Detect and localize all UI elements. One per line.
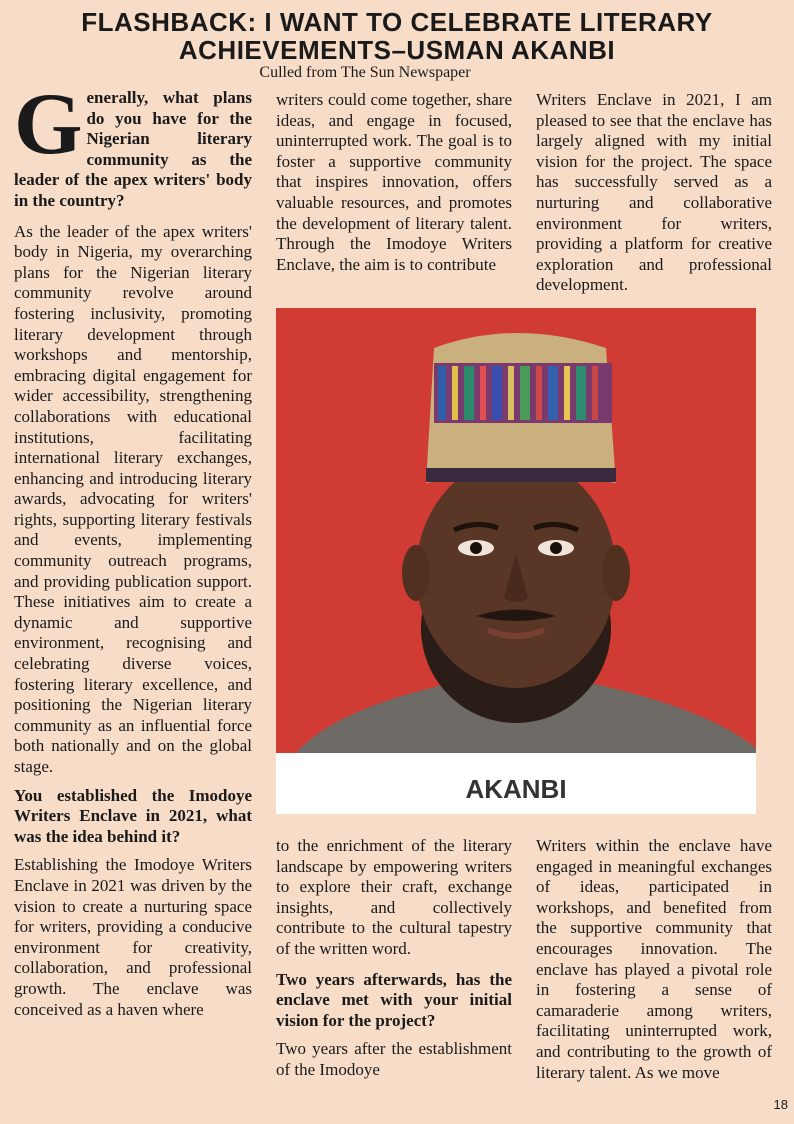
headline-line-2: ACHIEVEMENTS–USMAN AKANBI: [178, 35, 616, 65]
answer-3: Two years after the establishment of the Imodoye: [276, 1039, 512, 1079]
headline: [0, 8, 794, 64]
portrait-photo: [276, 308, 756, 814]
column-3-bottom-text: Writers within the enclave have engaged in meaningful exchanges of ideas, participated in workshops, and benefited from the supportive community that encourages innovation. The enclave has played a pivotal role in fostering a sense of camaraderie among writers, facilitating uninterrupted work, and contributing to the growth of literary talent. As we move: [536, 836, 772, 1082]
column-1: [14, 76, 252, 1020]
column-3-bottom: [536, 836, 772, 1083]
photo-caption: AKANBI: [465, 774, 567, 804]
headline-line-1: FLASHBACK: I WANT TO CELEBRATE LITERARY: [81, 7, 713, 37]
column-3-top: [536, 90, 772, 296]
answer-1: As the leader of the apex writers' body in Nigeria, my overarching plans for the Nigerian literary community revolve around fostering inclusivity, promoting literary development through workshops and mentorship, embracing digital engagement for wider accessibility, strengthening collaborations with educational institutions, facilitating international literary exchanges, enhancing and introducing literary awards, advocating for writers' rights, supporting literary festivals and events, implementing community outreach programs, and providing publication support. These initiatives aim to create a dynamic and supportive environment, recognising and celebrating diverse voices, fostering literary excellence, and positioning the Nigerian literary community as an influential force both nationally and on the global stage.: [14, 221, 252, 776]
column-2-bottom: [276, 836, 512, 1081]
question-3: Two years afterwards, has the enclave met with your initial vision for the project?: [276, 969, 512, 1030]
column-2-top: [276, 90, 512, 275]
portrait-illustration: [276, 308, 756, 814]
answer-2: Establishing the Imodoye Writers Enclave in 2021 was driven by the vision to create a nurturing space for writers, providing a conducive environment for creativity, collaboration, and professional growth. The enclave was conceived as a haven where: [14, 855, 252, 1019]
column-2-bottom-text: to the enrichment of the literary landscape by empowering writers to explore their craft, exchange insights, and collectively contribute to the cultural tapestry of the written word.: [276, 836, 512, 958]
question-1: [14, 76, 252, 212]
drop-cap: G: [14, 76, 83, 173]
question-2: You established the Imodoye Writers Enclave in 2021, what was the idea behind it?: [14, 785, 252, 846]
question-1-text: enerally, what plans do you have for the Nigerian literary community as the leader of the apex writers' body in the country?: [14, 88, 252, 210]
column-2-top-text: writers could come together, share ideas, and engage in focused, uninterrupted work. The goal is to foster a supportive community that inspires innovation, offers valuable resources, and promotes the development of literary talent. Through the Imodoye Writers Enclave, the aim is to contribute: [276, 90, 512, 274]
page-number: 18: [773, 1097, 788, 1112]
column-3-top-text: Writers Enclave in 2021, I am pleased to see that the enclave has largely aligned with my initial vision for the project. The space has successfully served as a nurturing and collaborative environment for writers, providing a platform for creative exploration and professional development.: [536, 90, 772, 295]
source-credit: Culled from The Sun Newspaper: [259, 64, 471, 81]
